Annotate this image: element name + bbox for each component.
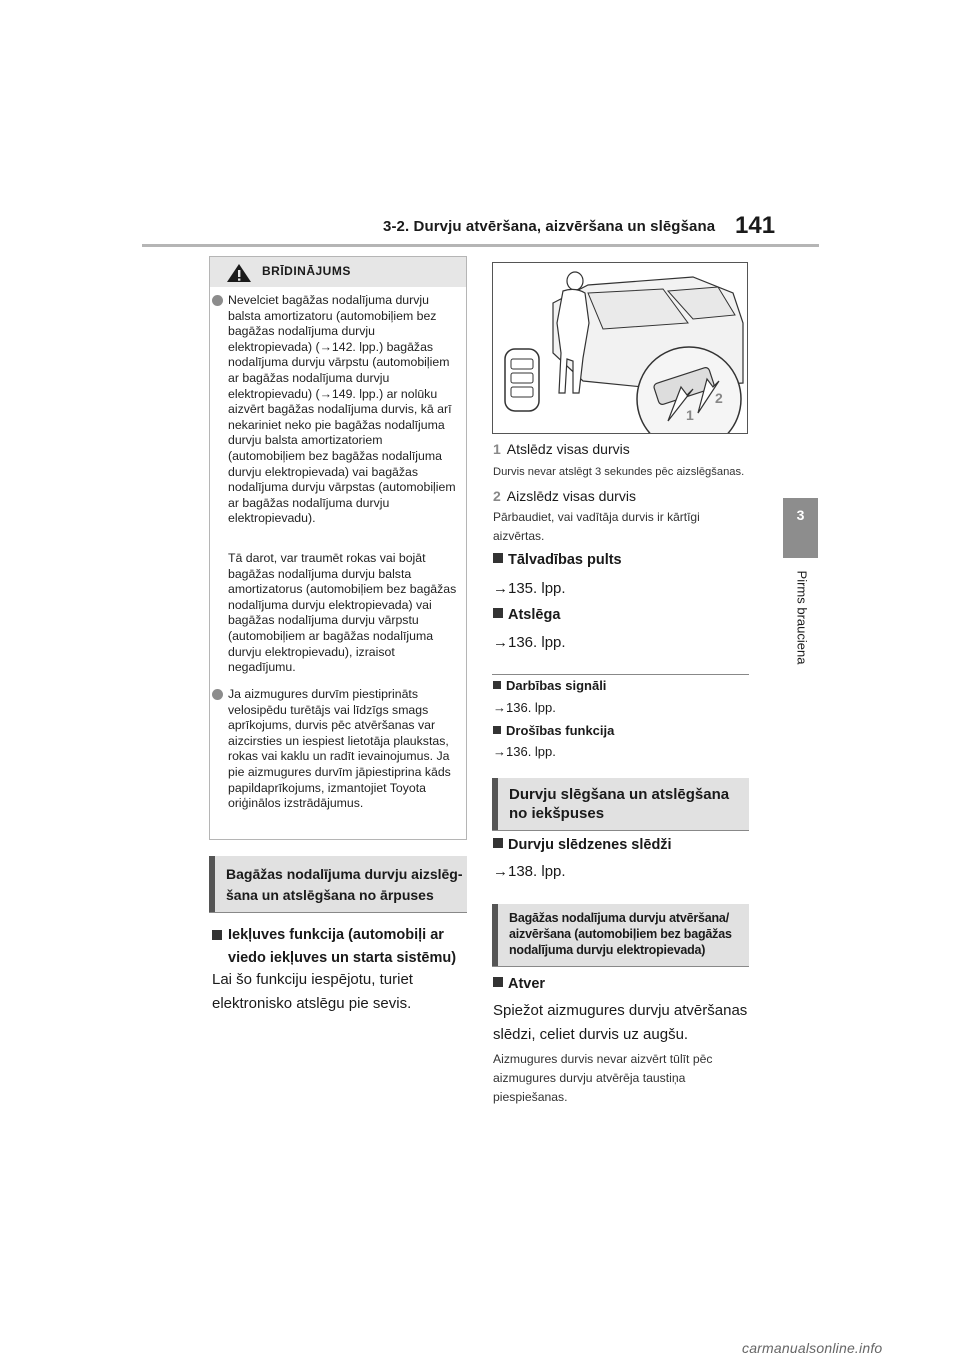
remote-heading: Tālvadības pults — [493, 552, 622, 568]
square-bullet-icon — [493, 608, 503, 618]
step-number: 1 — [493, 441, 501, 457]
warning-item-continued — [228, 551, 460, 676]
step-number: 2 — [493, 488, 501, 504]
square-bullet-icon — [493, 726, 501, 734]
step-2 — [493, 488, 636, 504]
open-paragraph: Spiežot aizmugures durvju atvēršanas slēdzi, celiet durvis uz augšu. — [493, 1002, 748, 1043]
step-1 — [493, 441, 630, 457]
car-rear-illustration — [493, 263, 747, 433]
square-bullet-icon — [212, 930, 222, 940]
lock-switch-heading: Durvju slēdzenes slēdži — [493, 837, 672, 853]
open-heading: Atver — [493, 976, 545, 992]
subheading-text: Iekļuves funkcija (automobiļi ar viedo iekļuves un starta sistēmu) — [228, 927, 457, 966]
signals-ref: →136. lpp. — [493, 700, 556, 715]
chapter-label: Pirms brauciena — [794, 570, 810, 665]
divider — [492, 674, 749, 675]
section-heading-box — [492, 778, 749, 830]
tailgate-illustration — [492, 262, 748, 434]
warning-header — [210, 257, 466, 287]
square-bullet-icon — [493, 681, 501, 689]
warning-text: Tā darot, var traumēt rokas vai bojāt bagāžas nodalījuma durvju balsta amortizatorus (automobiļiem bez bagāžas nodalījuma durvju elektropievada) vai bagāžas nodalījuma durvju vārpstu (automobiļiem ar bagāžas nodalījuma durvju elektropievadu), izraisot negadījumu. — [228, 551, 457, 675]
warning-text: Ja aizmugures durvīm piestiprināts velosipēdu turētājs vai līdzīgs smags aprīkojums, durvis pēc atvēršanas var aizcirsties un iespiest lietotāja plaukstas, rokas vai kaklu un radīt ievainojumus. Ja pie aizmugures durvīm jāpiestiprina kāds papildaprīkojums, izmantojiet Toyota oriģinālos izstrādājumus. — [228, 687, 451, 811]
section-title: 3-2. Durvju atvēršana, aizvēršana un slēgšana — [383, 218, 716, 235]
figure-label-2: 2 — [715, 390, 723, 406]
security-heading: Drošības funkcija — [493, 723, 614, 738]
warning-item — [228, 687, 460, 812]
section-heading: Bagāžas nodalījuma durvju aizslēg-šana un atslēgšana no ārpuses — [226, 866, 463, 903]
step-text: Atslēdz visas durvis — [506, 441, 630, 457]
bullet-icon — [212, 689, 223, 700]
warning-text: Nevelciet bagāžas nodalījuma durvju balsta amortizatoru (automobiļiem bez bagāžas nodalījuma durvju elektropievada) (→142. lpp.) bagāžas nodalījuma durvju vārpstu (automobiļiem ar bagāžas nodalījuma durvju elektropievadu) (→149. lpp.) ar nolūku aizvērt bagāžas nodalījuma durvis, kā arī nekariniet neko pie bagāžas nodalījuma durvju balsta amortizatoriem (automobiļiem bez bagāžas nodalījuma durvju elektropievada) vai bagāžas nodalījuma durvju vārpstas (automobiļiem ar bagāžas nodalījuma durvju elektropievadu). — [228, 293, 456, 526]
section-rule — [492, 966, 749, 967]
security-ref: →136. lpp. — [493, 744, 556, 759]
step-2-note: Pārbaudiet, vai vadītāja durvis ir kārtīgi aizvērtas. — [493, 510, 700, 543]
chapter-label-container — [782, 566, 822, 676]
subheading — [212, 924, 470, 970]
section-rule — [209, 912, 467, 913]
square-bullet-icon — [493, 553, 503, 563]
section-heading: Bagāžas nodalījuma durvju atvēršana/ aizvēršana (automobiļiem bez bagāžas nodalījuma durvju elektropievada) — [509, 911, 732, 957]
chapter-tab: 3 — [783, 498, 818, 558]
section-heading: Durvju slēgšana un atslēgšana no iekšpuses — [509, 786, 730, 822]
step-1-note: Durvis nevar atslēgt 3 sekundes pēc aizslēgšanas. — [493, 466, 745, 478]
figure-label-1: 1 — [686, 407, 694, 423]
section-rule — [492, 830, 749, 831]
warning-icon — [226, 263, 252, 283]
watermark: carmanualsonline.info — [742, 1340, 883, 1356]
warning-box — [209, 256, 467, 840]
step-text: Aizslēdz visas durvis — [506, 488, 636, 504]
lock-switch-ref: →138. lpp. — [493, 863, 566, 880]
section-heading-box — [209, 856, 467, 912]
signals-heading: Darbības signāli — [493, 678, 606, 693]
header-rule — [142, 244, 819, 247]
warning-title: BRĪDINĀJUMS — [262, 264, 351, 278]
remote-ref: →135. lpp. — [493, 580, 566, 597]
key-ref: →136. lpp. — [493, 634, 566, 651]
paragraph: Lai šo funkciju iespējotu, turiet elektronisko atslēgu pie sevis. — [212, 971, 413, 1012]
warning-item — [228, 293, 460, 527]
bullet-icon — [212, 295, 223, 306]
square-bullet-icon — [493, 977, 503, 987]
key-heading: Atslēga — [493, 607, 560, 623]
open-note: Aizmugures durvis nevar aizvērt tūlīt pēc aizmugures durvju atvērēja taustiņa piespiešanas. — [493, 1052, 713, 1104]
square-bullet-icon — [493, 838, 503, 848]
section-heading-box — [492, 904, 749, 966]
page-number: 141 — [735, 212, 776, 239]
